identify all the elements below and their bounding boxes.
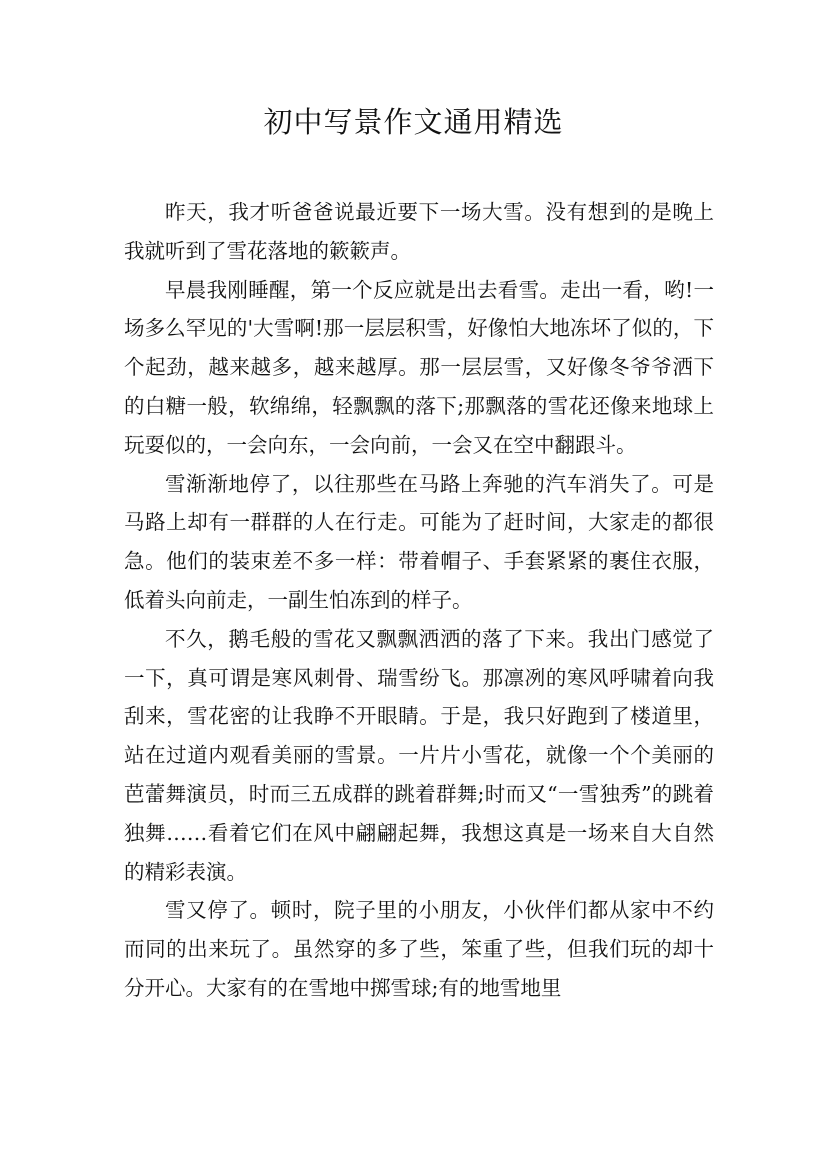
paragraph: 雪渐渐地停了，以往那些在马路上奔驰的汽车消失了。可是马路上却有一群群的人在行走。可能为了赶时间，大家走的都很急。他们的装束差不多一样：带着帽子、手套紧紧的裹住衣服，低着头向前走，一副生怕冻到的样子。 [124,471,714,612]
paragraph: 早晨我刚睡醒，第一个反应就是出去看雪。走出一看，哟!一场多么罕见的'大雪啊!那一层层积雪，好像怕大地冻坏了似的，下个起劲，越来越多，越来越厚。那一层层雪，又好像冬爷爷洒下的白糖一般，软绵绵，轻飘飘的落下;那飘落的雪花还像来地球上玩耍似的，一会向东，一会向前，一会又在空中翻跟斗。 [124,277,714,457]
paragraph: 昨天，我才听爸爸说最近要下一场大雪。没有想到的是晚上我就听到了雪花落地的簌簌声。 [124,200,714,263]
document-title: 初中写景作文通用精选 [263,105,564,139]
paragraph: 不久，鹅毛般的雪花又飘飘洒洒的落了下来。我出门感觉了一下，真可谓是寒风刺骨、瑞雪纷飞。那凛冽的寒风呼啸着向我刮来，雪花密的让我睁不开眼睛。于是，我只好跑到了楼道里，站在过道内观看美丽的雪景。一片片小雪花，就像一个个美丽的芭蕾舞演员，时而三五成群的跳着群舞;时而又“一雪独秀”的跳着独舞……看着它们在风中翩翩起舞，我想这真是一场来自大自然的精彩表演。 [124,626,714,884]
paragraph: 雪又停了。顿时，院子里的小朋友，小伙伴们都从家中不约而同的出来玩了。虽然穿的多了些，笨重了些，但我们玩的却十分开心。大家有的在雪地中掷雪球;有的地雪地里 [124,898,714,1000]
document-body [124,193,714,1008]
